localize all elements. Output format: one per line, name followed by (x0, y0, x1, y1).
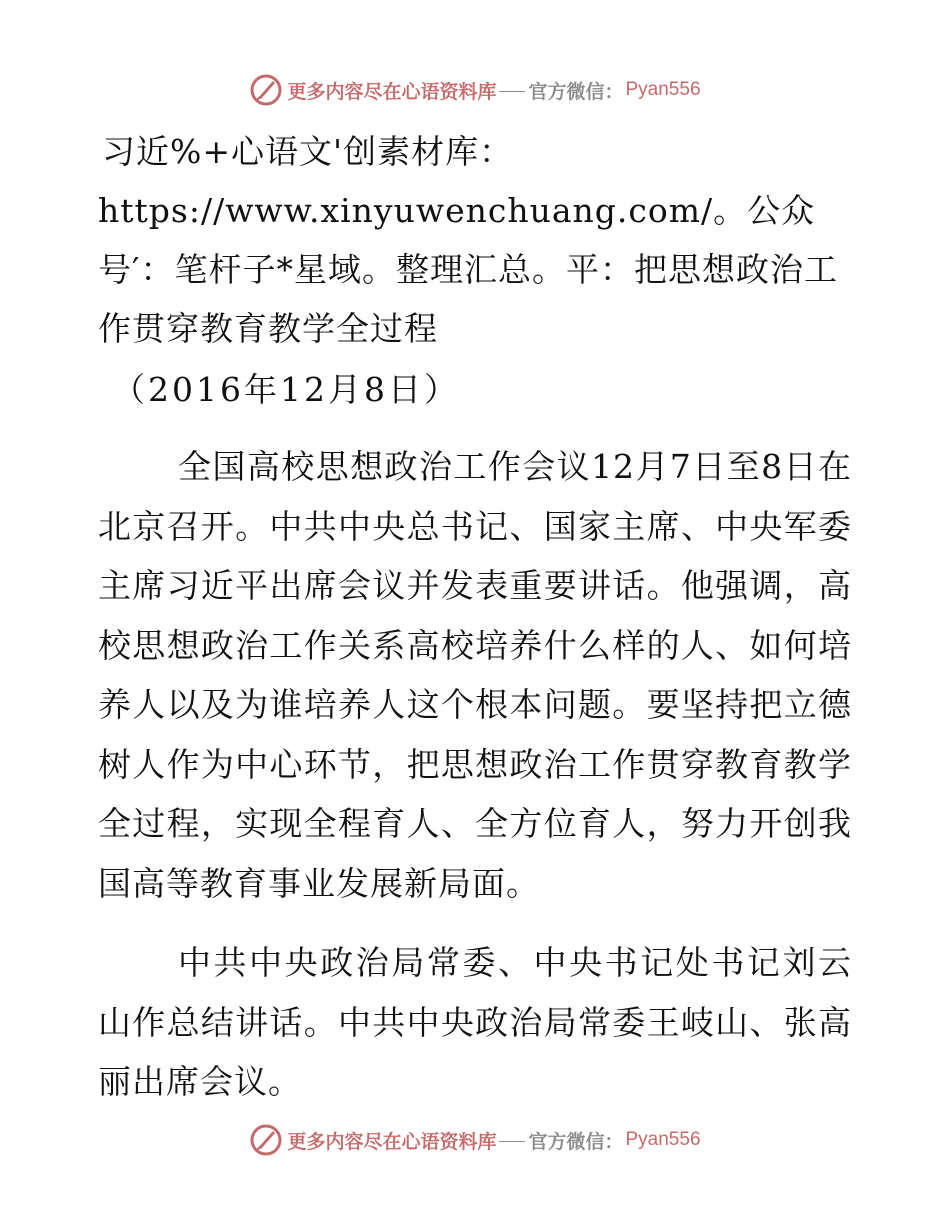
quill-logo-icon (249, 1123, 283, 1157)
quill-logo-icon (249, 73, 283, 107)
banner-wechat-handle: Pyan556 (625, 1129, 701, 1150)
paragraph: 中共中央政治局常委、中央书记处书记刘云山作总结讲话。中共中央政治局常委王岐山、张高丽出席会议。 (98, 943, 852, 1101)
banner-site-text: 更多内容尽在心语资料库 (287, 80, 497, 103)
document-title: 习近%+心语文'创素材库：https://www.xinyuwenchuang.com/。公众号′：笔杆子*星域。整理汇总。平：把思想政治工作贯穿教育教学全过程 (98, 132, 838, 348)
banner-wechat-label: 官方微信： (528, 1130, 624, 1153)
header-watermark-banner (0, 70, 950, 110)
document-date: （2016年12月8日） (112, 370, 460, 409)
footer-watermark-banner (0, 1120, 950, 1160)
banner-site-text: 更多内容尽在心语资料库 (287, 1130, 497, 1153)
banner-dash (499, 91, 525, 92)
banner-wechat-handle: Pyan556 (625, 79, 701, 100)
paragraph: 全国高校思想政治工作会议12月7日至8日在北京召开。中共中央总书记、国家主席、中央军委主席习近平出席会议并发表重要讲话。他强调，高校思想政治工作关系高校培养什么样的人、如何培养人以及为谁培养人这个根本问题。要坚持把立德树人作为中心环节，把思想政治工作贯穿教育教学全过程，实现全程育人、全方位育人，努力开创我国高等教育事业发展新局面。 (98, 447, 852, 903)
banner-dash (499, 1141, 525, 1142)
document-body (98, 122, 852, 1112)
banner-wechat-label: 官方微信： (528, 80, 624, 103)
